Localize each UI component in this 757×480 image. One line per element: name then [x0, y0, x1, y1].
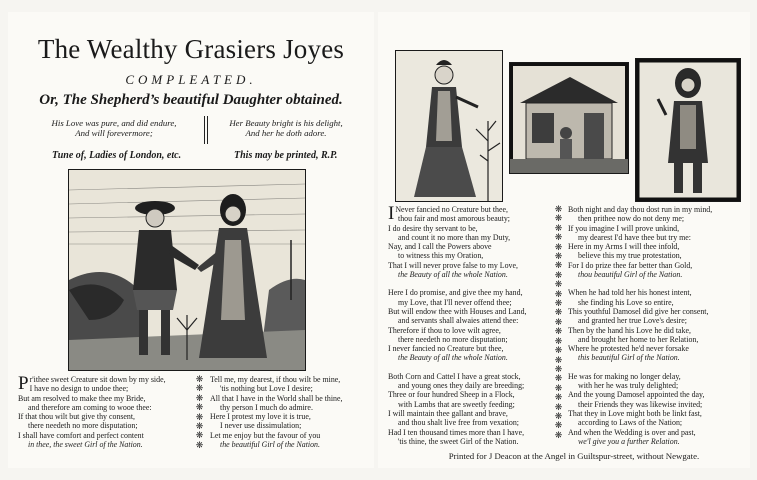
right-page	[378, 12, 750, 468]
epigraph-line: And will forevermore;	[75, 128, 153, 138]
epigraph-line: His Love was pure, and did endure,	[51, 118, 177, 128]
drop-cap: I	[388, 203, 395, 224]
epigraph-right	[216, 118, 356, 138]
drop-cap: P	[18, 373, 29, 394]
verse-column-3: I Never fancied no Creature but thee, thou fair and most amorous beauty; I do desire thy servant to be, and count it no more than my Duty, Nay, and I call the Powers above to witness this my Oration, That I will never prove false to my Love, the Beauty of all the whole Nation. Here I do promise, and give thee my hand, my Love, that I'll never offend thee; But will endow thee with Houses and Land, and servants shall alwaies attend thee: Therefore if thou to love wilt agree, there needeth no more disputation; I never fancied no Creature but thee, the Beauty of all the whole Nation. Both Corn and Cattel I have a great stock, and young ones they daily are breeding; Three or four hundred Sheep in a Flock, with Lambs that are sweetly feeding; I will maintain thee gallant and brave, and thou shalt live free from vexation; Had I ten thousand times more than I have, 'tis thine, the sweet Girl of the Nation.	[388, 203, 527, 446]
ballad-subtitle-2: Or, The Shepherd’s beautiful Daughter obtained.	[39, 92, 343, 108]
epigraph-left	[34, 118, 194, 138]
ornament-column: ❋ ❋ ❋ ❋ ❋ ❋ ❋ ❋ ❋ ❋ ❋ ❋ ❋ ❋ ❋ ❋ ❋ ❋ ❋ ❋ ❋ ❋ ❋ ❋ ❋	[554, 205, 563, 440]
ballad-subtitle: COMPLEATED.	[125, 72, 257, 87]
epigraph-divider	[204, 116, 208, 144]
license-line: This may be printed, R.P.	[234, 150, 338, 161]
woodcut-lady	[395, 50, 503, 202]
left-page	[8, 12, 374, 468]
verse-column-4: Both night and day thou dost run in my mind, then prithee now do not deny me; If you imagine I will prove unkind, my dearest I'd have thee but try me: Here in my Arms I will thee infold, believe this my true protestation, For I do prize thee far better than Gold, thou beautiful Girl of the Nation. When he had told her his honest intent, she finding his Love so entire, This youthful Damosel did give her consent, and granted her true Love's desire; Then by the hand his Love he did take, and brought her home to her Relation, Where he protested he'd never forsake this beautiful Girl of the Nation. He was for making no longer delay, with her he was truly delighted; And the young Damosel appointed the day, their Friends they was likewise invited; That they in Love might both be linkt fast, according to Laws of the Nation; And when the Wedding is over and past, we'l give you a further Relation.	[568, 205, 713, 446]
printer-imprint: Printed for J Deacon at the Angel in Guiltspur-street, without Newgate.	[448, 451, 700, 461]
epigraph-line: Her Beauty bright is his delight,	[229, 118, 343, 128]
woodcut-couple	[68, 169, 306, 371]
epigraph-line: And her he doth adore.	[245, 128, 327, 138]
ballad-title: The Wealthy Grasiers Joyes	[37, 34, 345, 64]
verse-column-1: Pr'ithee sweet Creature sit down by my side, I have no design to undoe thee; But am resolved to make thee my Bride, and therefore am coming to wooe thee: If that thou wilt but give thy consent, there needeth no more disputation; I shall have comfort and perfect content in thee, the sweet Girl of the Nation.	[18, 373, 166, 450]
woodcut-scene	[509, 62, 629, 174]
tune-line: Tune of, Ladies of London, etc.	[52, 150, 182, 161]
verse-column-2: Tell me, my dearest, if thou wilt be mine, 'tis nothing but Love I desire; All that I have in the World shall be thine, thy person I much do admire. Here I protest my love it is true, I never use dissimulation; Let me enjoy but the favour of you the beautiful Girl of the Nation.	[210, 375, 343, 450]
woodcut-gentleman	[635, 58, 741, 202]
ornament-column: ❋ ❋ ❋ ❋ ❋ ❋ ❋ ❋	[195, 375, 204, 450]
